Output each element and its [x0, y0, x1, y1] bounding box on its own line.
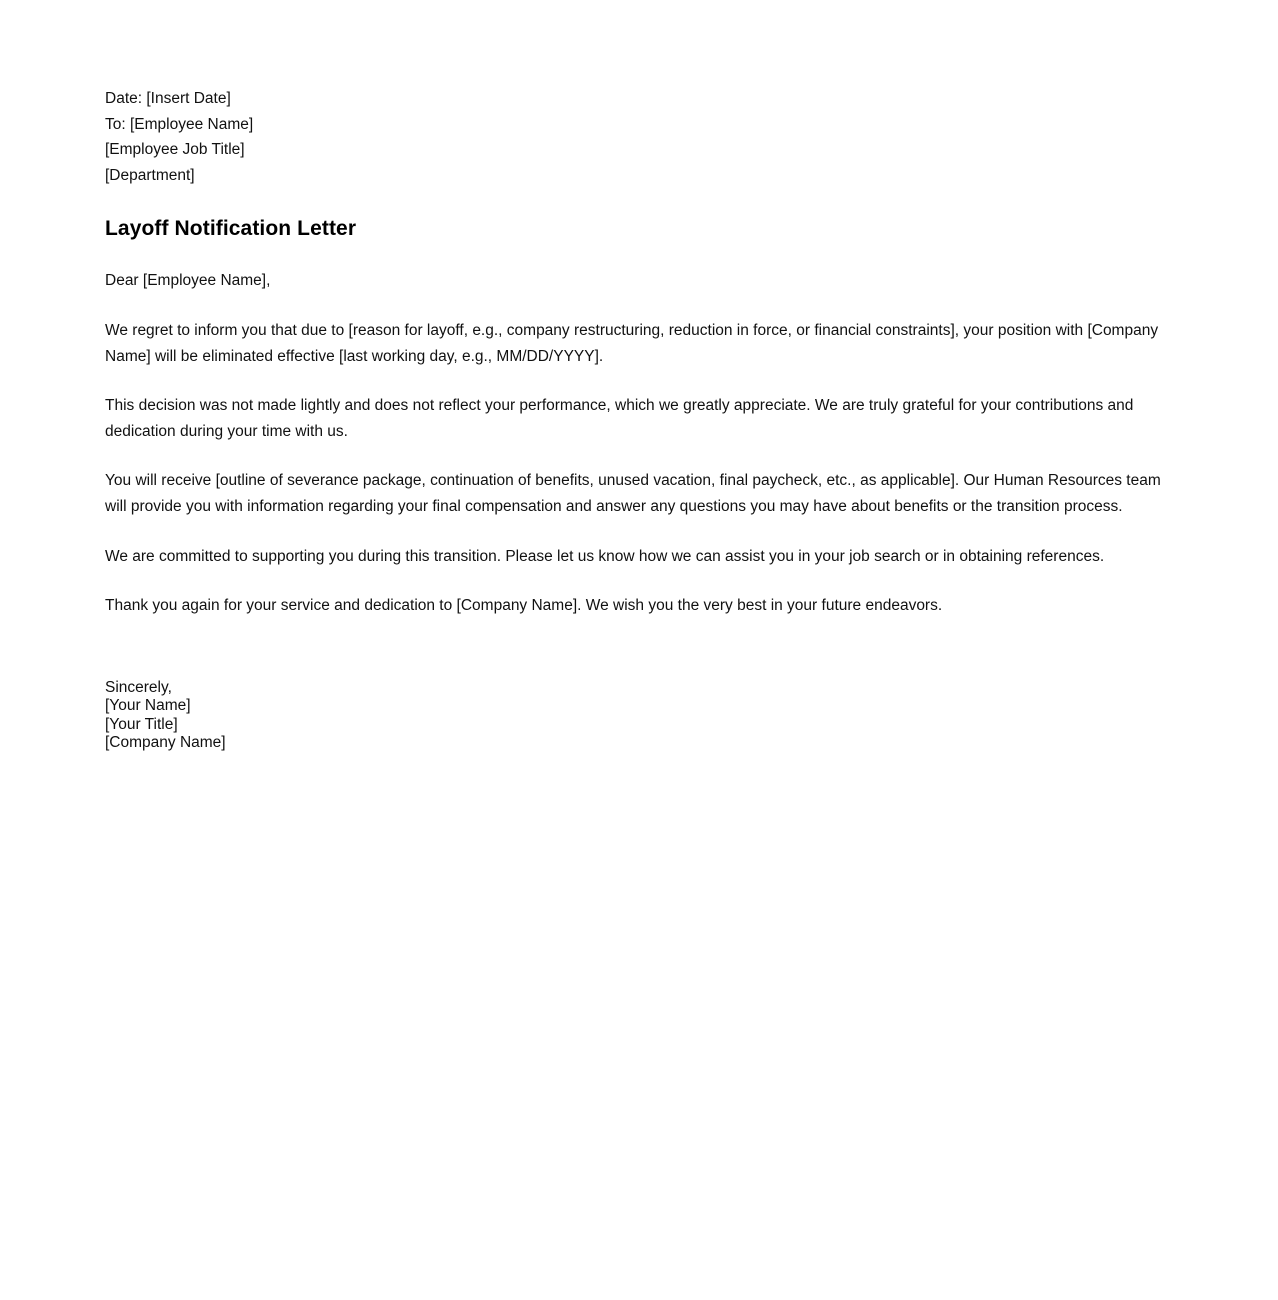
page-title: Layoff Notification Letter: [105, 217, 357, 241]
header-line-job-title: [Employee Job Title]: [105, 141, 245, 159]
letter-header-block: [105, 86, 1171, 188]
paragraph-support: We are committed to supporting you during this transition. Please let us know how we can assist you in your job search or in obtaining references.: [105, 547, 1105, 565]
closing-salutation: Sincerely,: [105, 678, 172, 696]
closing-title: [Your Title]: [105, 715, 178, 733]
salutation: Dear [Employee Name],: [105, 272, 271, 290]
header-line-date: Date: [Insert Date]: [105, 90, 231, 107]
letter-body: [105, 86, 1171, 753]
paragraph-performance: This decision was not made lightly and does not reflect your performance, which we greatly appreciate. We are truly grateful for your contributions and dedication during your time with us.: [105, 397, 1134, 440]
closing-name: [Your Name]: [105, 697, 191, 715]
paragraph-thanks: Thank you again for your service and dedication to [Company Name]. We wish you the very best in your future endeavors.: [105, 597, 943, 615]
closing-company: [Company Name]: [105, 734, 226, 752]
header-line-recipient: To: [Employee Name]: [105, 115, 254, 133]
signature-block: [105, 679, 1171, 753]
header-line-department: [Department]: [105, 166, 195, 184]
paragraph-reason: We regret to inform you that due to [reason for layoff, e.g., company restructuring, reduction in force, or financial constraints], your position with [Company Name] will be eliminated effective [last working day, e.g., MM/DD/YYYY].: [105, 321, 1159, 365]
paragraph-severance: You will receive [outline of severance package, continuation of benefits, unused vacation, final paycheck, etc., as applicable]. Our Human Resources team will provide you with information regarding your final compensation and answer any questions you may have about benefits or the transition process.: [105, 472, 1161, 515]
